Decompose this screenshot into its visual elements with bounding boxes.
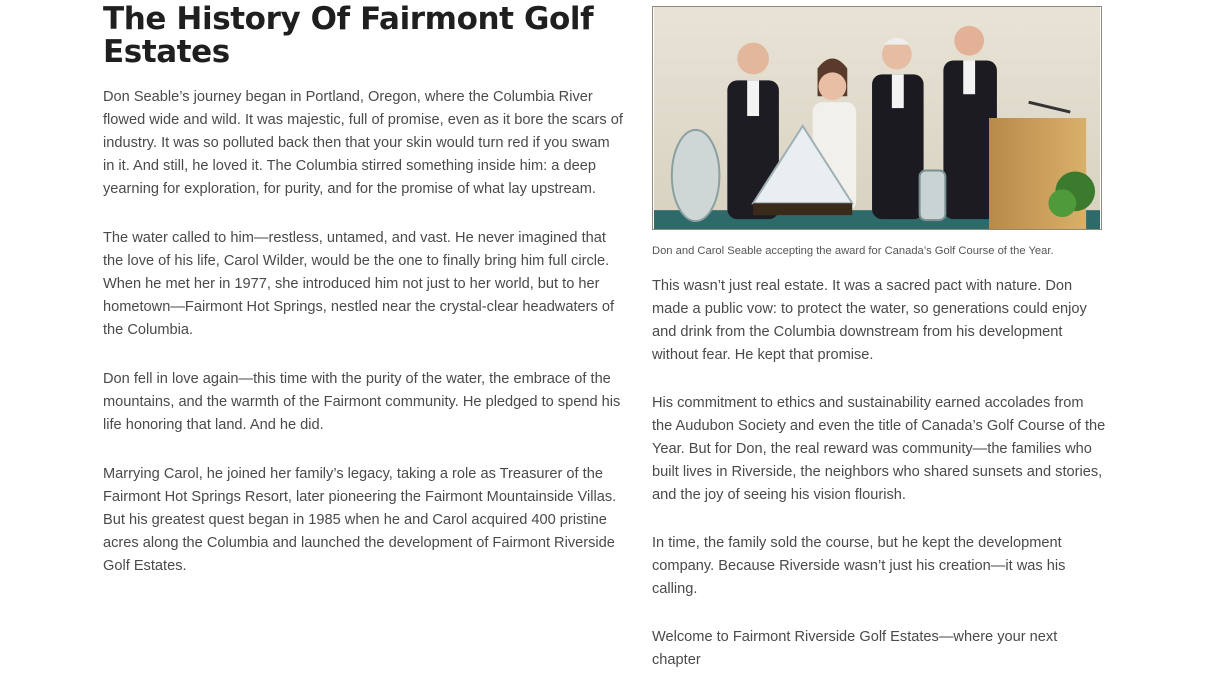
article-left-column: [103, 86, 623, 604]
article-paragraph: His commitment to ethics and sustainability earned accolades from the Audubon Society and even the title of Canada’s Golf Course of the Year. But for Don, the real reward was community—the families who built lives in Riverside, the neighbors who shared sunsets and stories, and the joy of seeing his vision flourish.: [652, 395, 1106, 503]
photo-caption: Don and Carol Seable accepting the award for Canada’s Golf Course of the Year.: [652, 245, 1054, 257]
article-paragraph: Marrying Carol, he joined her family’s legacy, taking a role as Treasurer of the Fairmont Hot Springs Resort, later pioneering the Fairmont Mountainside Villas. But his greatest quest began in 1985 when he and Carol acquired 400 pristine acres along the Columbia and launched the development of Fairmont Riverside Golf Estates.: [103, 466, 617, 574]
article-paragraph: This wasn’t just real estate. It was a sacred pact with nature. Don made a public vow: to protect the water, so generations could enjoy and drink from the Columbia downstream from his development without fear. He kept that promise.: [652, 278, 1087, 363]
article-paragraph: Don fell in love again—this time with the purity of the water, the embrace of the mountains, and the warmth of the Fairmont community. He pledged to spend his life honoring that land. And he did.: [103, 371, 621, 433]
award-ceremony-photo: [652, 6, 1102, 230]
article-right-column: [652, 6, 1107, 697]
article-paragraph: Welcome to Fairmont Riverside Golf Estates—where your next chapter: [652, 629, 1058, 668]
article-paragraph: The water called to him—restless, untamed, and vast. He never imagined that the love of his life, Carol Wilder, would be the one to finally bring him full circle. When he met her in 1977, she introduced him not just to her world, but to her hometown—Fairmont Hot Springs, nestled near the crystal-clear headwaters of the Columbia.: [103, 230, 615, 338]
article-paragraph: Don Seable’s journey began in Portland, Oregon, where the Columbia River flowed wide and wild. It was majestic, full of promise, even as it bore the scars of industry. It was so polluted back then that your skin would turn red if you swam in it. And still, he loved it. The Columbia stirred something inside him: a deep yearning for exploration, for purity, and for the promise of what lay upstream.: [103, 89, 623, 197]
article-paragraph: In time, the family sold the course, but he kept the development company. Because Riverside wasn’t just his creation—it was his calling.: [652, 535, 1066, 597]
page-title: The History Of Fairmont Golf Estates: [103, 1, 594, 70]
